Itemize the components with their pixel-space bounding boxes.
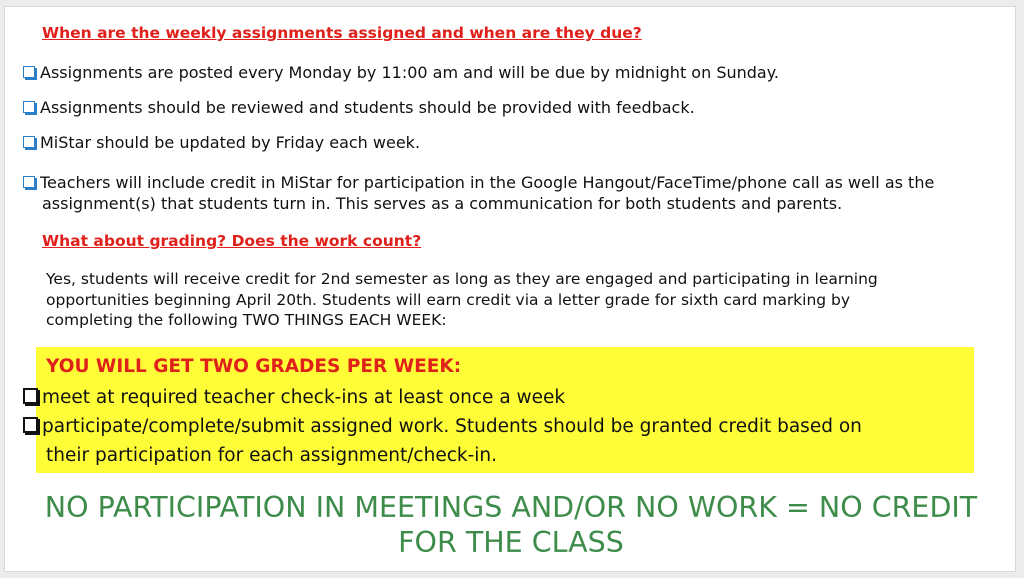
bullet-mistar (23, 132, 420, 153)
paragraph-line: Yes, students will receive credit for 2nd semester as long as they are engaged and participating in learning (46, 270, 878, 288)
highlight-item-text-continued: their participation for each assignment/check-in. (46, 445, 498, 466)
grading-paragraph (46, 269, 1001, 331)
bullet-text: Assignments are posted every Monday by 11:00 am and will be due by midnight on Sunday. (40, 63, 779, 82)
bullet-text: Assignments should be reviewed and students should be provided with feedback. (40, 98, 695, 117)
footer-line2: FOR THE CLASS (398, 526, 624, 559)
highlight-item-work (23, 412, 862, 470)
heading-grading: What about grading? Does the work count? (42, 232, 422, 250)
highlight-item-checkins (23, 383, 565, 412)
bullet-teachers-credit (23, 172, 998, 214)
footer-line1: NO PARTICIPATION IN MEETINGS AND/OR NO WORK = NO CREDIT (44, 491, 978, 524)
checkbox-bullet-icon (23, 101, 35, 113)
checkbox-bullet-icon (23, 136, 35, 148)
checkbox-bullet-icon (23, 388, 38, 404)
bullet-text: Teachers will include credit in MiStar for participation in the Google Hangout/FaceTime/phone call as well as the (40, 173, 935, 192)
highlight-title: YOU WILL GET TWO GRADES PER WEEK: (46, 356, 462, 377)
highlight-item-text: meet at required teacher check-ins at least once a week (42, 387, 566, 408)
paragraph-line: opportunities beginning April 20th. Students will earn credit via a letter grade for sixth card marking by (46, 290, 851, 309)
bullet-text-continued: assignment(s) that students turn in. This serves as a communication for both students and parents. (42, 194, 843, 213)
highlight-item-text: participate/complete/submit assigned work. Students should be granted credit based on (42, 416, 862, 437)
slide (4, 6, 1016, 572)
checkbox-bullet-icon (23, 66, 35, 78)
bullet-reviewed (23, 97, 695, 118)
checkbox-bullet-icon (23, 417, 38, 433)
paragraph-line: completing the following TWO THINGS EACH WEEK: (46, 311, 447, 329)
highlight-box (36, 347, 974, 473)
bullet-posted (23, 62, 779, 83)
checkbox-bullet-icon (23, 176, 35, 188)
bullet-text: MiStar should be updated by Friday each week. (40, 133, 421, 152)
heading-assignments: When are the weekly assignments assigned and when are they due? (42, 24, 642, 42)
